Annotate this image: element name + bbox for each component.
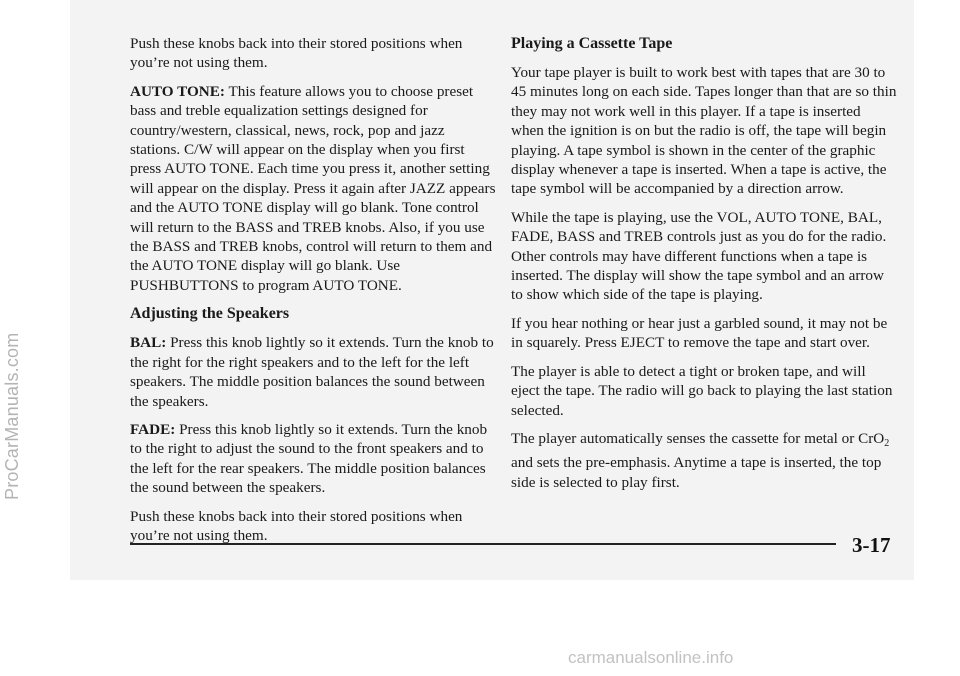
auto-tone-lead: AUTO TONE: [130, 82, 225, 100]
footer-watermark: carmanualsonline.info [568, 648, 734, 667]
speakers-heading: Adjusting the Speakers [130, 305, 290, 323]
side-watermark: ProCarManuals.com [2, 332, 22, 500]
cassette-heading: Playing a Cassette Tape [511, 35, 673, 52]
cassette-paragraph-4: The player is able to detect a tight or broken tape, and will eject the tape. The radio will go back to playing the last station selected. [511, 362, 893, 419]
intro-paragraph: Push these knobs back into their stored positions when you’re not using them. [130, 35, 463, 72]
cassette-p5-sub: 2 [884, 437, 890, 449]
cassette-paragraph-2: While the tape is playing, use the VOL, AUTO TONE, BAL, FADE, BASS and TREB controls just as you do for the radio. Other controls may have different functions when a tape is inserted. The display will show the tape symbol and an arrow to show which side of the tape is playing. [511, 208, 887, 304]
cassette-paragraph-5 [511, 429, 897, 492]
fade-lead: FADE: [130, 420, 176, 438]
cassette-paragraph-1: Your tape player is built to work best with tapes that are 30 to 45 minutes long on each side. Tapes longer than that are so thin they may not work well in this player. If a tape is inserted when the ignition is on but the radio is off, the tape will begin playing. A tape symbol is shown in the center of the graphic display whenever a tape is inserted. When a tape is active, the tape symbol will be accompanied by a direction arrow. [511, 64, 897, 198]
outro-paragraph: Push these knobs back into their stored positions when you’re not using them. [130, 507, 463, 544]
auto-tone-text: This feature allows you to choose preset bass and treble equalization settings designed for country/western, classical, news, rock, pop and jazz stations. C/W will appear on the display when you first press AUTO TONE. Each time you press it, another setting will appear on the display. Press it again after JAZZ appears and the AUTO TONE display will go blank. Tone control will return to the BASS and TREB knobs. Also, if you use the BASS and TREB knobs, control will return to them and the AUTO TONE display will go blank. Use PUSHBUTTONS to program AUTO TONE. [130, 82, 496, 294]
page-number: 3-17 [852, 533, 891, 557]
fade-text: Press this knob lightly so it extends. Turn the knob to the right to adjust the sound to the front speakers and to the left for the rear speakers. The middle position balances the sound between the speakers. [130, 420, 488, 497]
footer-rule [130, 543, 836, 545]
cassette-paragraph-3: If you hear nothing or hear just a garbled sound, it may not be in squarely. Press EJECT to remove the tape and start over. [511, 314, 888, 352]
cassette-p5-b: and sets the pre-emphasis. Anytime a tape is inserted, the top side is selected to play first. [511, 454, 882, 491]
cassette-p5-a: The player automatically senses the cassette for metal or CrO [511, 429, 885, 447]
bal-text: Press this knob lightly so it extends. Turn the knob to the right for the right speakers and to the left for the left speakers. The middle position balances the sound between the speakers. [130, 334, 494, 410]
left-column [130, 34, 498, 554]
bal-paragraph [130, 333, 498, 411]
fade-paragraph [130, 420, 498, 498]
auto-tone-paragraph [130, 82, 498, 295]
right-column [511, 34, 897, 501]
bal-lead: BAL: [130, 334, 167, 352]
